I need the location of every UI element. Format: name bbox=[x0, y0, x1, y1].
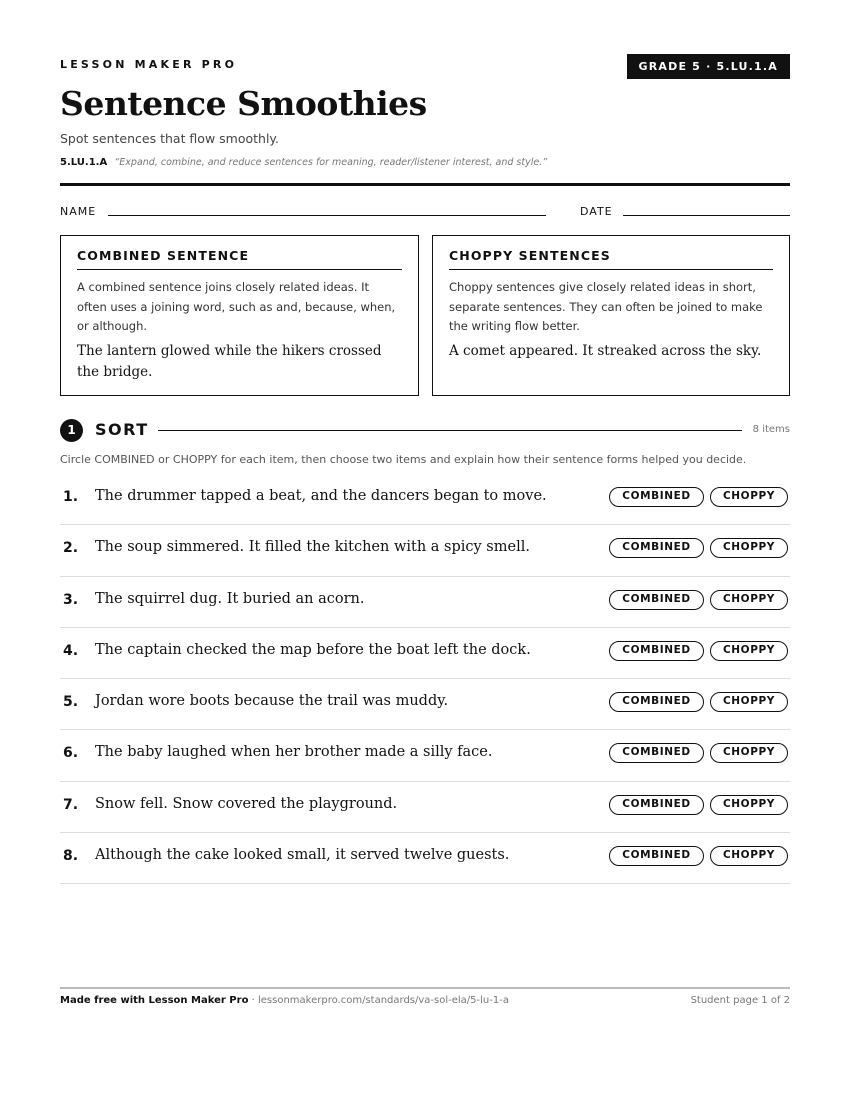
grade-badge: GRADE 5 · 5.LU.1.A bbox=[627, 54, 791, 79]
card-description: Choppy sentences give closely related ideas in short, separate sentences. They can often be joined to make the writing flow better. bbox=[449, 280, 763, 333]
item-number: 4. bbox=[63, 642, 79, 659]
choppy-option[interactable]: CHOPPY bbox=[710, 846, 788, 866]
footer-url-link[interactable]: lessonmakerpro.com/standards/va-sol-ela/5-lu-1-a bbox=[257, 995, 509, 1006]
item-number: 1. bbox=[63, 489, 79, 505]
page-title: Sentence Smoothies bbox=[60, 84, 427, 123]
page-indicator: Student page 1 of 2 bbox=[690, 995, 790, 1006]
item-sentence: The soup simmered. It filled the kitchen with a spicy smell. bbox=[95, 539, 530, 556]
combined-option[interactable]: COMBINED bbox=[609, 487, 704, 507]
combined-option[interactable]: COMBINED bbox=[609, 538, 704, 558]
choppy-sentences-card bbox=[432, 235, 790, 396]
list-item bbox=[60, 474, 790, 525]
footer-credit bbox=[60, 995, 509, 1006]
choppy-option[interactable]: CHOPPY bbox=[710, 538, 788, 558]
section-number-badge: 1 bbox=[60, 419, 83, 442]
item-sentence: Jordan wore boots because the trail was muddy. bbox=[95, 693, 449, 710]
item-sentence: Although the cake looked small, it served twelve guests. bbox=[95, 847, 510, 864]
card-description: A combined sentence joins closely related ideas. It often uses a joining word, such as and, because, when, or although. bbox=[77, 280, 396, 333]
choppy-option[interactable]: CHOPPY bbox=[710, 743, 788, 763]
item-number: 8. bbox=[63, 848, 79, 865]
section-rule bbox=[158, 430, 742, 431]
footer-separator: · bbox=[248, 995, 258, 1006]
sort-item-list bbox=[60, 474, 790, 884]
combined-option[interactable]: COMBINED bbox=[609, 743, 704, 763]
item-count: 8 items bbox=[752, 424, 790, 435]
item-sentence: The captain checked the map before the boat left the dock. bbox=[95, 641, 531, 658]
list-item bbox=[60, 679, 790, 730]
combined-option[interactable]: COMBINED bbox=[609, 846, 704, 866]
combined-option[interactable]: COMBINED bbox=[609, 692, 704, 712]
list-item bbox=[60, 577, 790, 628]
header-divider bbox=[60, 183, 790, 186]
item-number: 2. bbox=[63, 540, 79, 557]
footer-made-with: Made free with Lesson Maker Pro bbox=[60, 995, 249, 1006]
section-title: SORT bbox=[95, 420, 149, 439]
card-title: CHOPPY SENTENCES bbox=[449, 248, 773, 270]
item-number: 3. bbox=[63, 591, 79, 608]
item-sentence: The drummer tapped a beat, and the dancers began to move. bbox=[95, 488, 547, 504]
choppy-option[interactable]: CHOPPY bbox=[710, 641, 788, 661]
card-example: A comet appeared. It streaked across the sky. bbox=[449, 342, 762, 359]
name-field[interactable] bbox=[108, 215, 546, 216]
footer-divider bbox=[60, 987, 790, 989]
combined-option[interactable]: COMBINED bbox=[609, 590, 704, 610]
list-item bbox=[60, 525, 790, 576]
list-item bbox=[60, 782, 790, 833]
section-instructions: Circle COMBINED or CHOPPY for each item, then choose two items and explain how their sentence forms helped you decide. bbox=[60, 453, 747, 466]
standard-text: “Expand, combine, and reduce sentences for meaning, reader/listener interest, and style.” bbox=[114, 157, 548, 168]
brand-name: LESSON MAKER PRO bbox=[60, 58, 238, 71]
card-title: COMBINED SENTENCE bbox=[77, 248, 402, 270]
list-item bbox=[60, 833, 790, 884]
combined-sentence-card bbox=[60, 235, 419, 396]
choppy-option[interactable]: CHOPPY bbox=[710, 795, 788, 815]
standard-code: 5.LU.1.A bbox=[60, 157, 108, 168]
item-number: 7. bbox=[63, 796, 79, 813]
choppy-option[interactable]: CHOPPY bbox=[710, 692, 788, 712]
list-item bbox=[60, 628, 790, 679]
item-sentence: Snow fell. Snow covered the playground. bbox=[95, 795, 398, 812]
date-field[interactable] bbox=[623, 215, 790, 216]
item-number: 5. bbox=[63, 694, 79, 711]
combined-option[interactable]: COMBINED bbox=[609, 795, 704, 815]
name-label: NAME bbox=[60, 205, 97, 218]
choppy-option[interactable]: CHOPPY bbox=[710, 487, 788, 507]
standard-line bbox=[60, 157, 547, 168]
card-example: The lantern glowed while the hikers crossed the bridge. bbox=[77, 342, 382, 380]
choppy-option[interactable]: CHOPPY bbox=[710, 590, 788, 610]
item-sentence: The squirrel dug. It buried an acorn. bbox=[95, 590, 365, 607]
list-item bbox=[60, 730, 790, 781]
item-number: 6. bbox=[63, 745, 79, 762]
page-subtitle: Spot sentences that flow smoothly. bbox=[60, 131, 280, 146]
worksheet-page bbox=[60, 0, 790, 1100]
combined-option[interactable]: COMBINED bbox=[609, 641, 704, 661]
item-sentence: The baby laughed when her brother made a silly face. bbox=[95, 744, 493, 761]
date-label: DATE bbox=[580, 205, 613, 218]
